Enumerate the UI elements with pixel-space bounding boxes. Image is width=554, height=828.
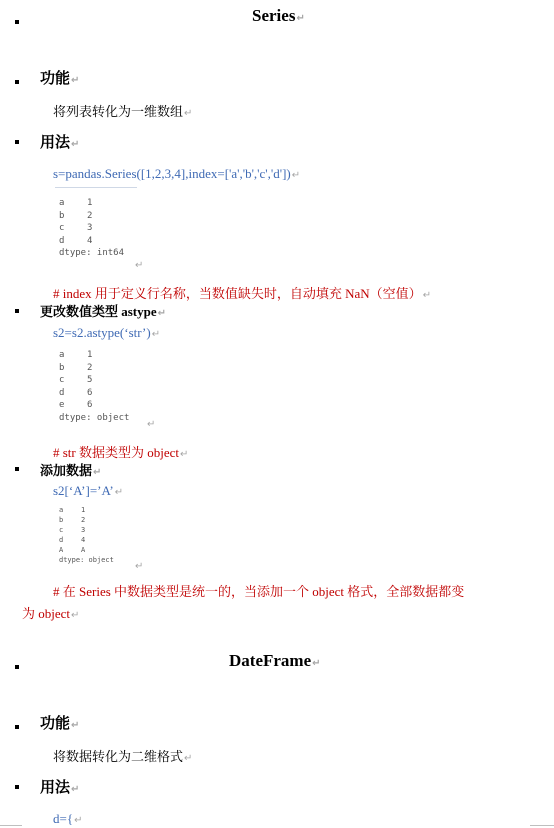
page-edge-left [0,825,22,826]
dataframe-code-1: d={↵ [53,811,83,826]
add-data-heading: 添加数据↵ [40,463,102,478]
dataframe-func-heading: 功能↵ [40,716,80,732]
series-code-3: s2[‘A’]=’A’↵ [53,483,124,498]
output-row: c 3 [59,223,93,233]
output-dtype: dtype: object [59,412,130,423]
series-code-2: s2=s2.astype(‘str’)↵ [53,325,161,340]
output-row: a 1 [59,198,93,208]
output-row: a 1 [59,350,93,360]
output-row: b 2 [59,210,93,221]
bullet-add [15,467,19,471]
output-row: e 6 [59,400,93,410]
bullet-astype [15,309,19,313]
bullet-series-title [15,20,19,24]
dataframe-func-text: 将数据转化为二维格式↵ [53,749,193,764]
output-row: d 6 [59,387,93,398]
bullet-func [15,80,19,84]
output-row: b 2 [59,362,93,373]
series-comment-3-line-2: 为 object↵ [22,606,80,621]
series-title: Series↵ [252,6,305,25]
output-row: b 2 [59,516,86,524]
page-edge-right [530,825,554,826]
output-row: c 3 [59,526,86,534]
output-dtype: dtype: object [59,556,114,564]
output-row: d 4 [59,235,93,246]
series-usage-heading: 用法↵ [40,135,80,151]
dataframe-usage-heading: 用法↵ [40,780,80,796]
paragraph-mark: ↵ [135,561,144,572]
output-1 [59,197,124,260]
series-func-text: 将列表转化为一维数组↵ [53,104,193,119]
bullet-dataframe-title [15,665,19,669]
bullet-func [15,725,19,729]
astype-heading: 更改数值类型 astype↵ [40,304,167,319]
output-3 [59,505,114,565]
bullet-usage [15,140,19,144]
output-row: c 5 [59,375,93,385]
output-dtype: dtype: int64 [59,248,125,258]
series-code-1: s=pandas.Series([1,2,3,4],index=['a','b','c','d'])↵ [53,166,301,181]
output-row: a 1 [59,506,86,514]
paragraph-mark: ↵ [135,260,144,271]
paragraph-mark: ↵ [147,419,156,430]
series-func-heading: 功能↵ [40,71,80,87]
series-comment-1: # index 用于定义行名称，当数值缺失时，自动填充 NaN（空值）↵ [53,286,432,301]
output-row: A A [59,546,86,554]
paragraph-mark: ↵ [296,13,305,24]
output-row: d 4 [59,536,86,544]
series-comment-2: # str 数据类型为 object↵ [53,445,189,460]
series-comment-3-line-1: # 在 Series 中数据类型是统一的，当添加一个 object 格式，全部数据都变 [53,584,465,599]
bullet-usage [15,785,19,789]
output-2 [59,349,129,424]
dataframe-title: DateFrame↵ [229,651,321,670]
